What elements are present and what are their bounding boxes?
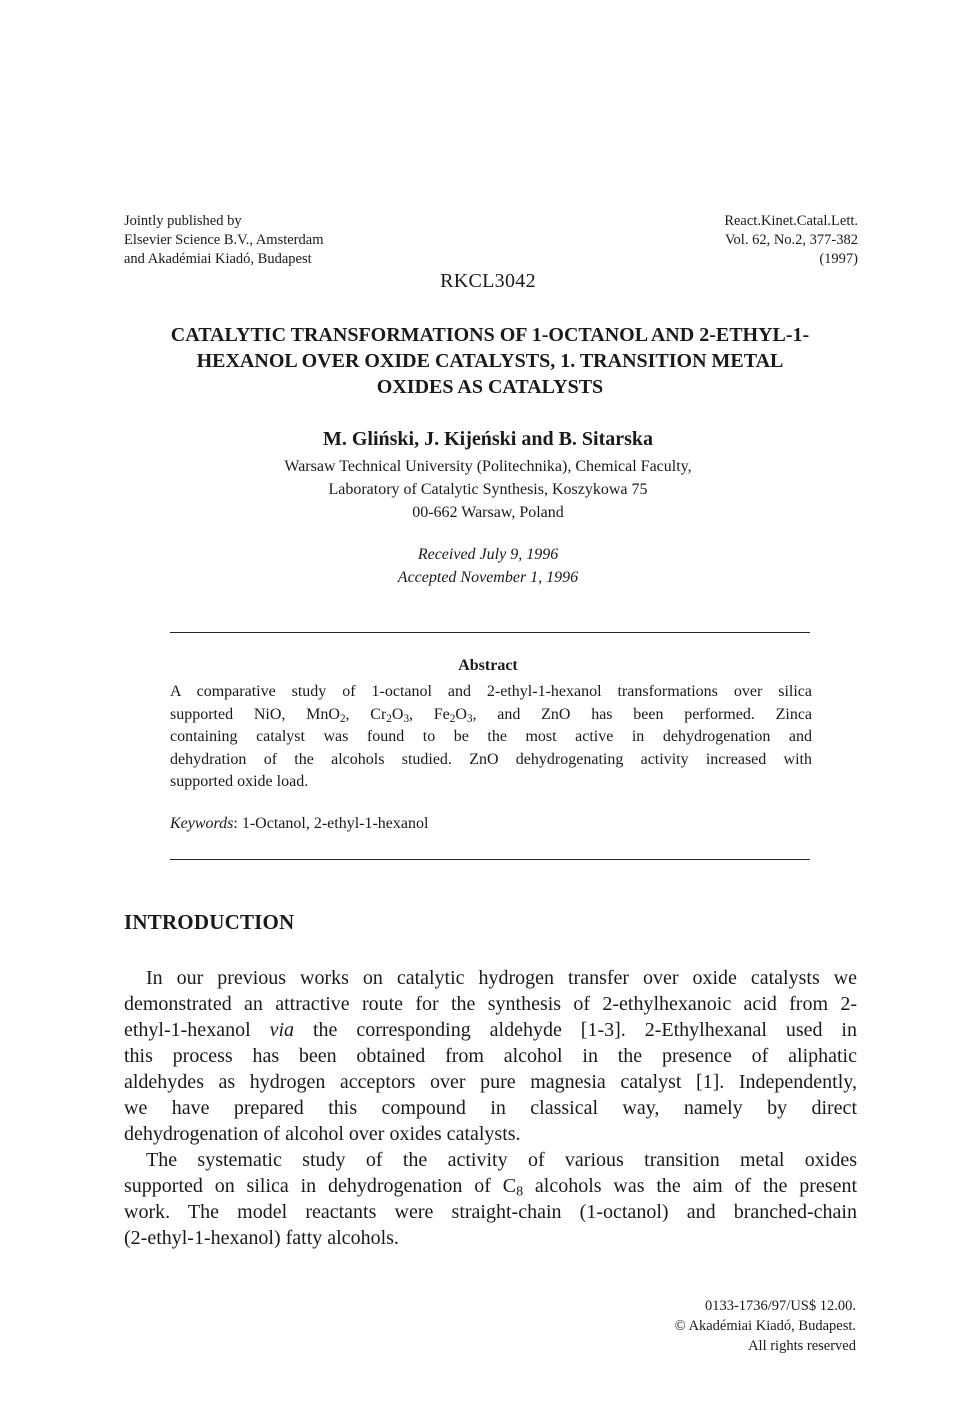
abstract-line: A comparative study of 1-octanol and 2-ethyl-1-hexanol transformations over silica <box>170 683 812 700</box>
intro-line: this process has been obtained from alcohol in the presence of aliphatic <box>124 1045 857 1067</box>
journal-citation <box>558 212 858 269</box>
abstract-heading: Abstract <box>458 657 518 674</box>
publisher-line: and Akadémiai Kiadó, Budapest <box>124 251 312 267</box>
affiliation <box>0 455 976 524</box>
copyright-footer <box>675 1296 856 1356</box>
intro-line: we have prepared this compound in classical way, namely by direct <box>124 1097 857 1119</box>
divider-bottom <box>170 859 810 860</box>
publisher-line: Jointly published by <box>124 213 242 229</box>
intro-line: work. The model reactants were straight-chain (1-octanol) and branched-chain <box>124 1201 857 1223</box>
keywords-value: : 1-Octanol, 2-ethyl-1-hexanol <box>233 815 429 832</box>
introduction-body <box>124 965 857 1251</box>
dates <box>0 543 976 589</box>
article-code: RKCL3042 <box>440 270 536 292</box>
section-heading: INTRODUCTION <box>124 910 295 934</box>
abstract-line: supported oxide load. <box>170 773 309 791</box>
intro-line: (2-ethyl-1-hexanol) fatty alcohols. <box>124 1227 399 1249</box>
paper-title <box>110 322 870 400</box>
abstract-body <box>170 681 812 794</box>
intro-line: dehydrogenation of alcohol over oxides catalysts. <box>124 1123 521 1145</box>
rights-notice: All rights reserved <box>748 1338 856 1354</box>
abstract-line: dehydration of the alcohols studied. ZnO dehydrogenating activity increased with <box>170 750 812 768</box>
intro-line: aldehydes as hydrogen acceptors over pure magnesia catalyst [1]. Independently, <box>124 1071 857 1093</box>
divider-top <box>170 632 810 633</box>
journal-year: (1997) <box>819 251 858 267</box>
keywords <box>170 815 428 833</box>
accepted-date: Accepted November 1, 1996 <box>397 569 579 586</box>
title-line: OXIDES AS CATALYSTS <box>376 376 604 398</box>
received-date: Received July 9, 1996 <box>417 546 559 563</box>
journal-name: React.Kinet.Catal.Lett. <box>724 213 858 229</box>
intro-line: The systematic study of the activity of various transition metal oxides <box>146 1149 857 1171</box>
intro-line: ethyl-1-hexanol via the corresponding aldehyde [1-3]. 2-Ethylhexanal used in <box>124 1019 857 1041</box>
affiliation-line: Warsaw Technical University (Politechnika), Chemical Faculty, <box>284 458 692 475</box>
abstract-line: containing catalyst was found to be the most active in dehydrogenation and <box>170 728 812 746</box>
issn-price: 0133-1736/97/US$ 12.00. <box>704 1298 856 1314</box>
intro-line: supported on silica in dehydrogenation of $C_8$ alcohols was the aim of the present <box>124 1175 858 1200</box>
abstract-line: supported NiO, MnO$_2$, $Cr_2O_3$, $Fe_2O_3$, and ZnO has been performed. Zinca <box>170 705 813 725</box>
copyright-holder: © Akadémiai Kiadó, Budapest. <box>674 1318 856 1334</box>
journal-volume: Vol. 62, No.2, 377-382 <box>724 232 858 248</box>
affiliation-line: Laboratory of Catalytic Synthesis, Koszykowa 75 <box>328 481 648 498</box>
publisher-line: Elsevier Science B.V., Amsterdam <box>124 232 324 248</box>
title-line: CATALYTIC TRANSFORMATIONS OF 1-OCTANOL AND 2-ETHYL-1- <box>170 324 810 346</box>
keywords-label: Keywords <box>170 815 234 832</box>
intro-line: In our previous works on catalytic hydrogen transfer over oxide catalysts we <box>146 967 857 989</box>
title-line: HEXANOL OVER OXIDE CATALYSTS, 1. TRANSITION METAL <box>196 350 784 372</box>
publisher-info <box>124 212 454 269</box>
authors: M. Gliński, J. Kijeński and B. Sitarska <box>322 428 654 450</box>
affiliation-line: 00-662 Warsaw, Poland <box>412 504 564 521</box>
intro-line: demonstrated an attractive route for the synthesis of 2-ethylhexanoic acid from 2- <box>124 993 857 1015</box>
